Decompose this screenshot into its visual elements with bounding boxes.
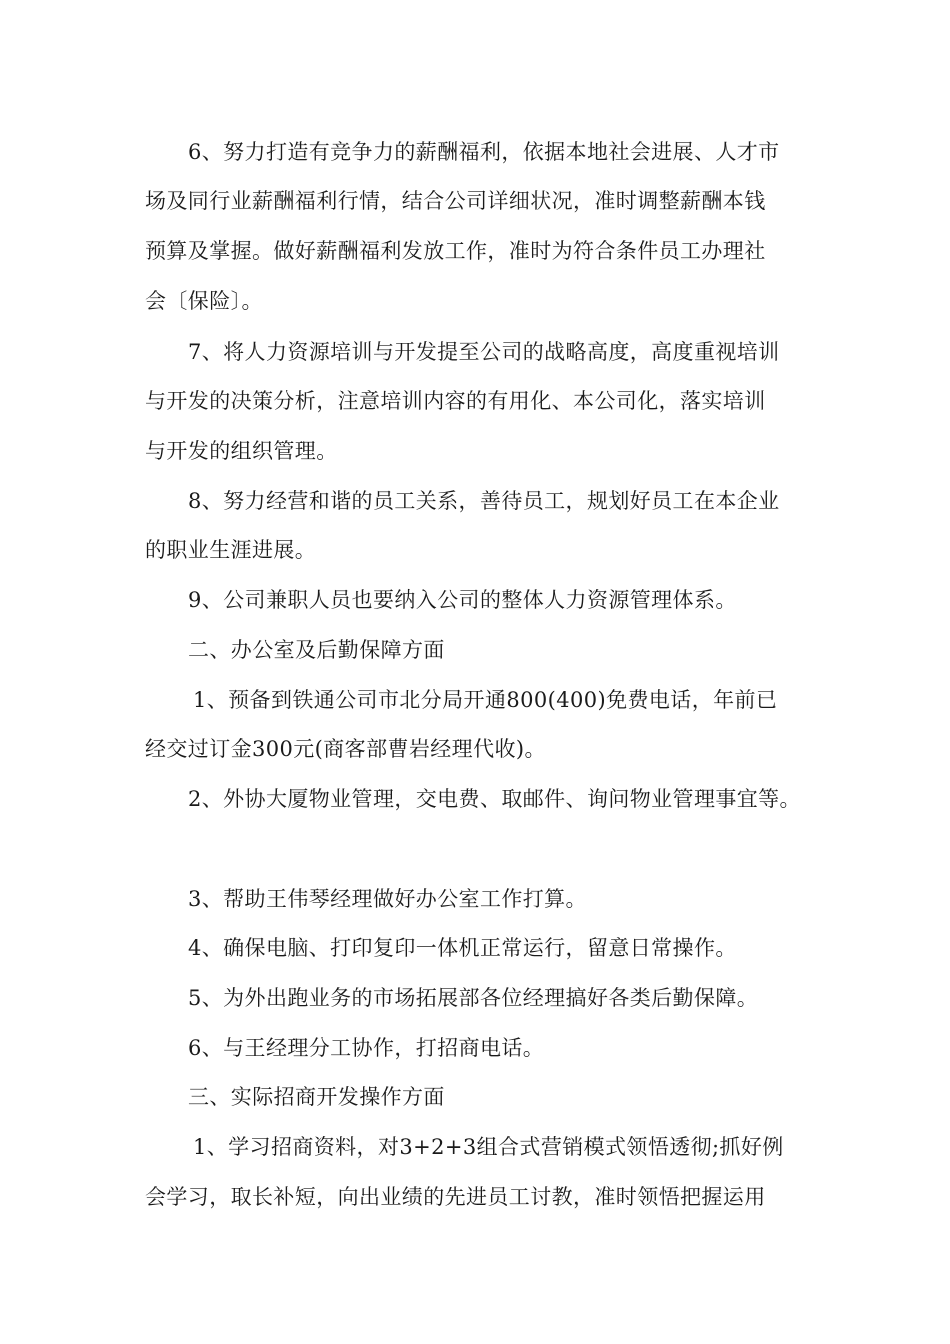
text-line: 6、努力打造有竞争力的薪酬福利，依据本地社会进展、人才市	[188, 140, 780, 164]
text-line: 2、外协大厦物业管理，交电费、取邮件、询问物业管理事宜等。	[188, 787, 801, 811]
text-line: 经交过订金300元(商客部曹岩经理代收)。	[145, 737, 546, 761]
text-line: 4、确保电脑、打印复印一体机正常运行，留意日常操作。	[188, 936, 737, 960]
text-line: 与开发的决策分析，注意培训内容的有用化、本公司化，落实培训	[145, 389, 766, 413]
text-line: 的职业生涯进展。	[145, 538, 317, 562]
text-line: 场及同行业薪酬福利行情，结合公司详细状况，准时调整薪酬本钱	[145, 189, 766, 213]
text-line: 会学习，取长补短，向出业绩的先进员工讨教，准时领悟把握运用	[145, 1185, 766, 1209]
text-line: 9、公司兼职人员也要纳入公司的整体人力资源管理体系。	[188, 588, 737, 612]
text-line: 7、将人力资源培训与开发提至公司的战略高度，高度重视培训	[188, 340, 780, 364]
text-line: 3、帮助王伟琴经理做好办公室工作打算。	[188, 887, 587, 911]
section-heading: 二、办公室及后勤保障方面	[188, 638, 445, 662]
text-line: 1、预备到铁通公司市北分局开通800(400)免费电话，年前已	[193, 688, 778, 712]
text-line: 与开发的组织管理。	[145, 439, 338, 463]
section-heading: 三、实际招商开发操作方面	[188, 1085, 445, 1109]
text-line: 8、努力经营和谐的员工关系，善待员工，规划好员工在本企业	[188, 489, 780, 513]
text-line: 5、为外出跑业务的市场拓展部各位经理搞好各类后勤保障。	[188, 986, 759, 1010]
text-line: 1、学习招商资料，对3+2+3组合式营销模式领悟透彻;抓好例	[193, 1135, 784, 1159]
text-line: 6、与王经理分工协作，打招商电话。	[188, 1036, 545, 1060]
text-line: 预算及掌握。做好薪酬福利发放工作，准时为符合条件员工办理社	[145, 239, 766, 263]
text-line: 会〔保险〕。	[145, 289, 263, 313]
